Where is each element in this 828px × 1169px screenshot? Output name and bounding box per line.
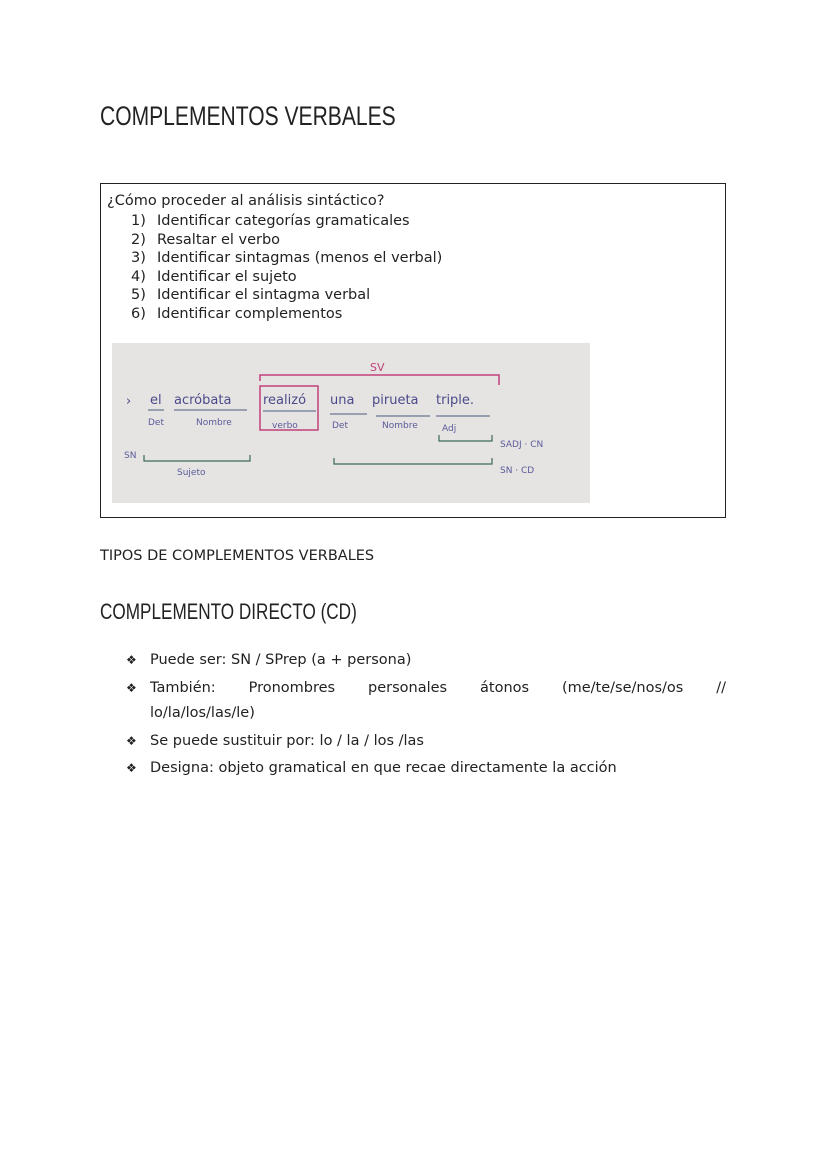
analysis-box bbox=[100, 183, 726, 518]
step-text: Identificar el sintagma verbal bbox=[157, 287, 371, 303]
word: pirueta bbox=[372, 393, 419, 408]
diamond-bullet-icon: ❖ bbox=[126, 733, 137, 748]
diamond-bullet-icon: ❖ bbox=[126, 680, 137, 695]
item-text: También: Pronombres personales átonos (me/te/se/nos/os // bbox=[150, 679, 726, 696]
step bbox=[131, 231, 442, 250]
subtitle: TIPOS DE COMPLEMENTOS VERBALES bbox=[100, 548, 375, 564]
step-number: 4) bbox=[131, 268, 146, 285]
step-number: 2) bbox=[131, 231, 146, 248]
word: el bbox=[150, 393, 162, 408]
arrow: › bbox=[126, 394, 132, 409]
question: ¿Cómo proceder al análisis sintáctico? bbox=[107, 193, 385, 209]
category: Adj bbox=[442, 424, 457, 434]
section-heading: COMPLEMENTO DIRECTO (CD) bbox=[100, 599, 357, 624]
step-text: Identificar el sujeto bbox=[157, 268, 297, 285]
step-number: 1) bbox=[131, 213, 146, 229]
step-number: 5) bbox=[131, 287, 146, 303]
sn-label: SN bbox=[124, 451, 137, 461]
category: Det bbox=[332, 421, 348, 431]
step bbox=[131, 286, 442, 305]
step bbox=[131, 212, 442, 231]
step-text: Identificar sintagmas (menos el verbal) bbox=[157, 250, 443, 266]
word: realizó bbox=[263, 393, 307, 408]
sadj-label: SADJ · CN bbox=[500, 440, 544, 450]
list-item bbox=[126, 647, 726, 675]
diamond-bullet-icon: ❖ bbox=[126, 653, 137, 667]
item-text: Se puede sustituir por: lo / la / los /las bbox=[150, 732, 424, 749]
category: Nombre bbox=[382, 421, 418, 431]
step-text: Resaltar el verbo bbox=[157, 231, 281, 248]
item-text: Designa: objeto gramatical en que recae directamente la acción bbox=[150, 760, 617, 776]
step-number: 3) bbox=[131, 250, 146, 266]
list-item bbox=[126, 675, 726, 728]
step bbox=[131, 249, 442, 268]
step-text: Identificar categorías gramaticales bbox=[157, 213, 410, 229]
syntax-analysis-image bbox=[112, 343, 590, 503]
steps-list bbox=[131, 212, 442, 323]
item-text-continued: lo/la/los/las/le) bbox=[150, 705, 255, 721]
step bbox=[131, 268, 442, 287]
category: Nombre bbox=[196, 418, 232, 428]
sujeto-label: Sujeto bbox=[177, 468, 206, 478]
sv-bracket bbox=[260, 375, 499, 385]
step-text: Identificar complementos bbox=[157, 305, 343, 322]
word: una bbox=[330, 393, 355, 408]
word: acróbata bbox=[174, 393, 232, 408]
item-text: Puede ser: SN / SPrep (a + persona) bbox=[150, 652, 412, 668]
sv-label: SV bbox=[370, 361, 385, 374]
sncd-label: SN · CD bbox=[500, 466, 535, 476]
page-title: COMPLEMENTOS VERBALES bbox=[100, 101, 396, 131]
step bbox=[131, 305, 442, 324]
step-number: 6) bbox=[131, 305, 146, 322]
list-item bbox=[126, 728, 726, 756]
list-item bbox=[126, 755, 726, 783]
category: Det bbox=[148, 418, 164, 428]
word: triple. bbox=[436, 393, 475, 408]
diamond-bullet-icon: ❖ bbox=[126, 761, 137, 775]
category: verbo bbox=[272, 421, 298, 431]
bullet-list bbox=[126, 647, 726, 783]
